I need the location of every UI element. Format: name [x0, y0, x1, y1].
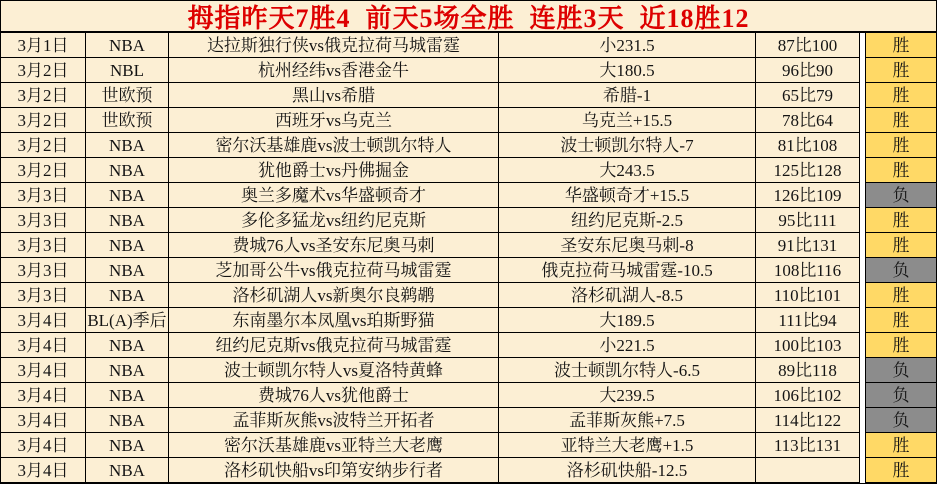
table-row: [1, 83, 936, 108]
league-cell: NBA: [86, 458, 169, 483]
league-cell: NBA: [86, 383, 169, 408]
score-cell: 114比122: [756, 408, 860, 433]
match-cell: 东南墨尔本凤凰vs珀斯野猫: [169, 308, 499, 333]
result-cell: 负: [866, 408, 936, 433]
league-cell: NBA: [86, 433, 169, 458]
league-cell: NBA: [86, 183, 169, 208]
score-cell: 89比118: [756, 358, 860, 383]
match-cell: 纽约尼克斯vs俄克拉荷马城雷霆: [169, 333, 499, 358]
match-cell: 达拉斯独行侠vs俄克拉荷马城雷霆: [169, 33, 499, 58]
table-row: [1, 133, 936, 158]
bet-cell: 小221.5: [499, 333, 756, 358]
table-row: [1, 408, 936, 433]
result-cell: 胜: [866, 208, 936, 233]
result-cell: 胜: [866, 283, 936, 308]
league-cell: NBA: [86, 283, 169, 308]
league-cell: NBA: [86, 233, 169, 258]
bet-cell: 乌克兰+15.5: [499, 108, 756, 133]
result-cell: 胜: [866, 58, 936, 83]
bet-cell: 亚特兰大老鹰+1.5: [499, 433, 756, 458]
result-cell: 胜: [866, 433, 936, 458]
result-cell: 负: [866, 183, 936, 208]
date-cell: 3月2日: [1, 133, 86, 158]
match-cell: 多伦多猛龙vs纽约尼克斯: [169, 208, 499, 233]
result-cell: 胜: [866, 458, 936, 483]
league-cell: NBA: [86, 258, 169, 283]
table-row: [1, 283, 936, 308]
score-cell: [756, 458, 860, 483]
score-cell: 113比131: [756, 433, 860, 458]
league-cell: NBL: [86, 58, 169, 83]
result-cell: 胜: [866, 308, 936, 333]
table-row: [1, 233, 936, 258]
table-row: [1, 158, 936, 183]
match-cell: 费城76人vs犹他爵士: [169, 383, 499, 408]
result-cell: 胜: [866, 33, 936, 58]
result-cell: 负: [866, 358, 936, 383]
date-cell: 3月3日: [1, 283, 86, 308]
date-cell: 3月3日: [1, 258, 86, 283]
result-cell: 负: [866, 383, 936, 408]
score-cell: 78比64: [756, 108, 860, 133]
date-cell: 3月3日: [1, 183, 86, 208]
table-row: [1, 33, 936, 58]
bet-cell: 波士顿凯尔特人-7: [499, 133, 756, 158]
match-cell: 杭州经纬vs香港金牛: [169, 58, 499, 83]
score-cell: 95比111: [756, 208, 860, 233]
score-cell: 65比79: [756, 83, 860, 108]
score-cell: 100比103: [756, 333, 860, 358]
league-cell: NBA: [86, 333, 169, 358]
score-cell: 125比128: [756, 158, 860, 183]
title-row: [1, 1, 936, 33]
bet-cell: 洛杉矶快船-12.5: [499, 458, 756, 483]
result-cell: 胜: [866, 158, 936, 183]
match-cell: 密尔沃基雄鹿vs亚特兰大老鹰: [169, 433, 499, 458]
date-cell: 3月4日: [1, 358, 86, 383]
bet-cell: 洛杉矶湖人-8.5: [499, 283, 756, 308]
date-cell: 3月4日: [1, 433, 86, 458]
bet-cell: 纽约尼克斯-2.5: [499, 208, 756, 233]
date-cell: 3月3日: [1, 208, 86, 233]
bet-cell: 波士顿凯尔特人-6.5: [499, 358, 756, 383]
table-row: [1, 58, 936, 83]
date-cell: 3月4日: [1, 308, 86, 333]
bet-cell: 大239.5: [499, 383, 756, 408]
league-cell: NBA: [86, 208, 169, 233]
date-cell: 3月2日: [1, 83, 86, 108]
score-cell: 81比108: [756, 133, 860, 158]
score-cell: 108比116: [756, 258, 860, 283]
table-row: [1, 108, 936, 133]
match-cell: 密尔沃基雄鹿vs波士顿凯尔特人: [169, 133, 499, 158]
bet-cell: 大243.5: [499, 158, 756, 183]
bet-cell: 华盛顿奇才+15.5: [499, 183, 756, 208]
table-row: [1, 308, 936, 333]
match-cell: 芝加哥公牛vs俄克拉荷马城雷霆: [169, 258, 499, 283]
match-cell: 费城76人vs圣安东尼奥马刺: [169, 233, 499, 258]
league-cell: BL(A)季后: [86, 308, 169, 333]
league-cell: NBA: [86, 33, 169, 58]
score-cell: 110比101: [756, 283, 860, 308]
league-cell: NBA: [86, 133, 169, 158]
match-cell: 犹他爵士vs丹佛掘金: [169, 158, 499, 183]
date-cell: 3月2日: [1, 58, 86, 83]
league-cell: NBA: [86, 358, 169, 383]
score-cell: 106比102: [756, 383, 860, 408]
page-title: 拇指昨天7胜4 前天5场全胜 连胜3天 近18胜12: [187, 3, 750, 33]
table-row: [1, 433, 936, 458]
result-cell: 胜: [866, 133, 936, 158]
result-cell: 负: [866, 258, 936, 283]
match-cell: 奥兰多魔术vs华盛顿奇才: [169, 183, 499, 208]
results-table-body: [1, 33, 936, 483]
match-cell: 黑山vs希腊: [169, 83, 499, 108]
date-cell: 3月4日: [1, 408, 86, 433]
match-cell: 波士顿凯尔特人vs夏洛特黄蜂: [169, 358, 499, 383]
table-row: [1, 358, 936, 383]
bet-cell: 大189.5: [499, 308, 756, 333]
table-row: [1, 383, 936, 408]
bet-cell: 大180.5: [499, 58, 756, 83]
date-cell: 3月2日: [1, 158, 86, 183]
league-cell: 世欧预: [86, 108, 169, 133]
date-cell: 3月3日: [1, 233, 86, 258]
date-cell: 3月4日: [1, 383, 86, 408]
date-cell: 3月2日: [1, 108, 86, 133]
table-row: [1, 208, 936, 233]
table-row: [1, 258, 936, 283]
score-cell: 96比90: [756, 58, 860, 83]
bet-cell: 孟菲斯灰熊+7.5: [499, 408, 756, 433]
league-cell: NBA: [86, 158, 169, 183]
match-cell: 洛杉矶快船vs印第安纳步行者: [169, 458, 499, 483]
score-cell: 87比100: [756, 33, 860, 58]
league-cell: NBA: [86, 408, 169, 433]
bet-cell: 俄克拉荷马城雷霆-10.5: [499, 258, 756, 283]
result-cell: 胜: [866, 83, 936, 108]
score-cell: 91比131: [756, 233, 860, 258]
table-row: [1, 458, 936, 483]
match-cell: 孟菲斯灰熊vs波特兰开拓者: [169, 408, 499, 433]
table-row: [1, 183, 936, 208]
score-cell: 111比94: [756, 308, 860, 333]
result-cell: 胜: [866, 333, 936, 358]
date-cell: 3月4日: [1, 458, 86, 483]
table-row: [1, 333, 936, 358]
score-cell: 126比109: [756, 183, 860, 208]
league-cell: 世欧预: [86, 83, 169, 108]
bet-cell: 希腊-1: [499, 83, 756, 108]
result-cell: 胜: [866, 108, 936, 133]
date-cell: 3月4日: [1, 333, 86, 358]
match-cell: 西班牙vs乌克兰: [169, 108, 499, 133]
bet-cell: 小231.5: [499, 33, 756, 58]
result-cell: 胜: [866, 233, 936, 258]
date-cell: 3月1日: [1, 33, 86, 58]
match-cell: 洛杉矶湖人vs新奥尔良鹈鹕: [169, 283, 499, 308]
bet-cell: 圣安东尼奥马刺-8: [499, 233, 756, 258]
